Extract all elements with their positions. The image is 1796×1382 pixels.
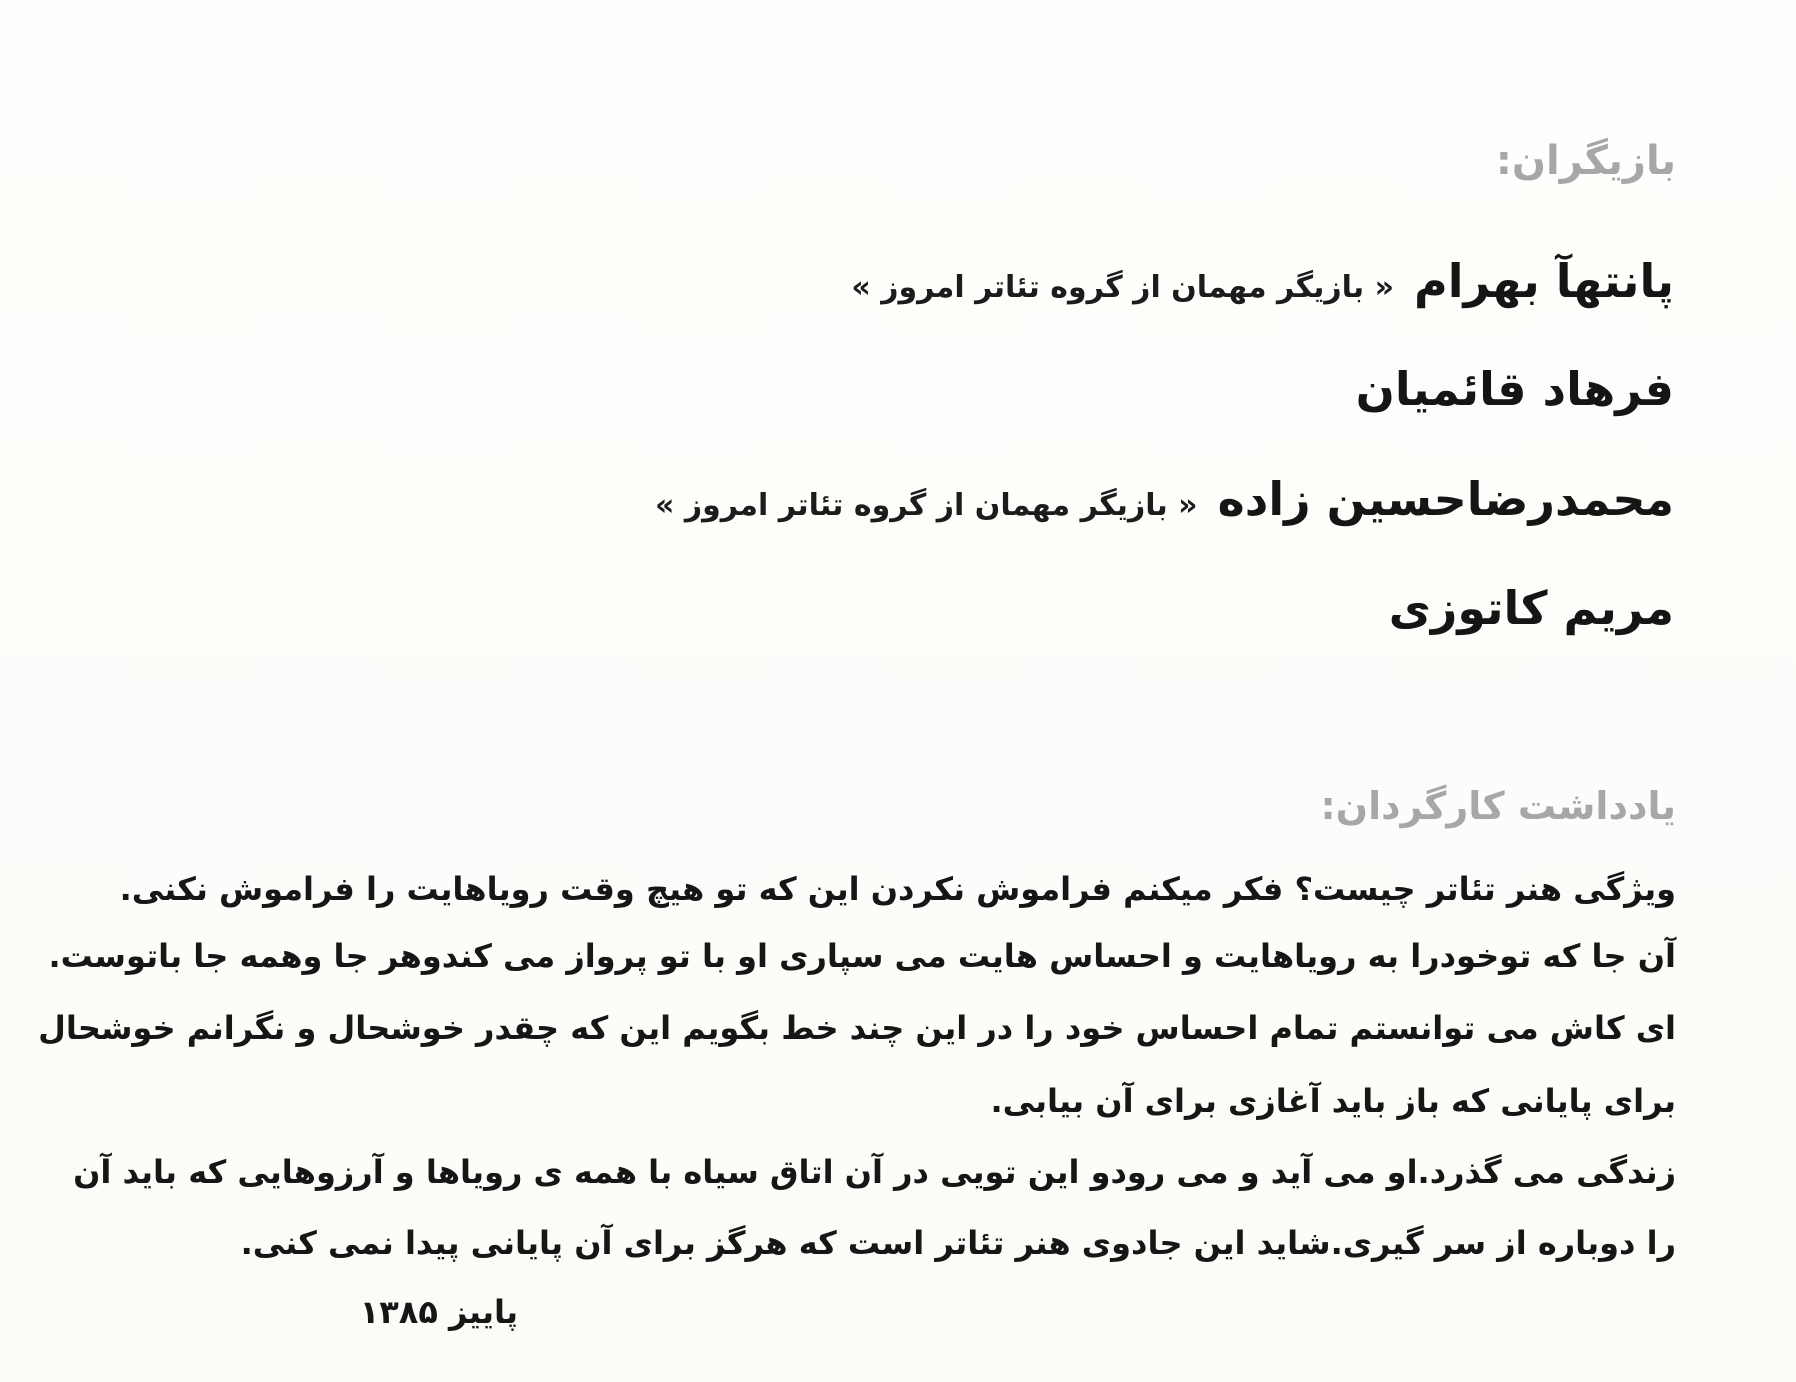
director-note-line: ای کاش می توانستم تمام احساس خود را در این چند خط بگویم این که چقدر خوشحال و نگرانم خوشحال bbox=[38, 1009, 1676, 1047]
cast-member-name: پانتهآ بهرام bbox=[1414, 254, 1674, 308]
director-note-line: ویژگی هنر تئاتر چیست؟ فکر میکنم فراموش نکردن این که تو هیچ وقت رویاهایت را فراموش نکنی. bbox=[119, 870, 1676, 908]
cast-member-name: مریم کاتوزی bbox=[1388, 581, 1674, 635]
director-note-line: برای پایانی که باز باید آغازی برای آن بیابی. bbox=[990, 1082, 1676, 1120]
director-note-heading: یادداشت کارگردان: bbox=[1320, 784, 1676, 828]
cast-member bbox=[1389, 581, 1674, 635]
cast-member bbox=[655, 472, 1674, 526]
cast-member-note: « بازیگر مهمان از گروه تئاتر امروز » bbox=[851, 270, 1394, 305]
director-note-line: آن جا که توخودرا به رویاهایت و احساس هایت می سپاری او با تو پرواز می کندوهر جا وهمه جا باتوست. bbox=[48, 937, 1676, 975]
director-note-line: را دوباره از سر گیری.شاید این جادوی هنر تئاتر است که هرگز برای آن پایانی پیدا نمی کنی. bbox=[240, 1224, 1676, 1262]
cast-member-name: محمدرضاحسین زاده bbox=[1217, 472, 1674, 526]
director-note-line: زندگی می گذرد.او می آید و می رودو این تویی در آن اتاق سیاه با همه ی رویاها و آرزوهایی که باید آن bbox=[73, 1153, 1676, 1191]
cast-member bbox=[1356, 362, 1674, 416]
cast-member-name: فرهاد قائمیان bbox=[1355, 362, 1674, 416]
cast-heading: بازیگران: bbox=[1495, 138, 1676, 184]
director-note-date: پاییز ۱۳۸۵ bbox=[359, 1293, 518, 1331]
cast-member-note: « بازیگر مهمان از گروه تئاتر امروز » bbox=[655, 488, 1198, 523]
cast-member bbox=[851, 254, 1674, 308]
